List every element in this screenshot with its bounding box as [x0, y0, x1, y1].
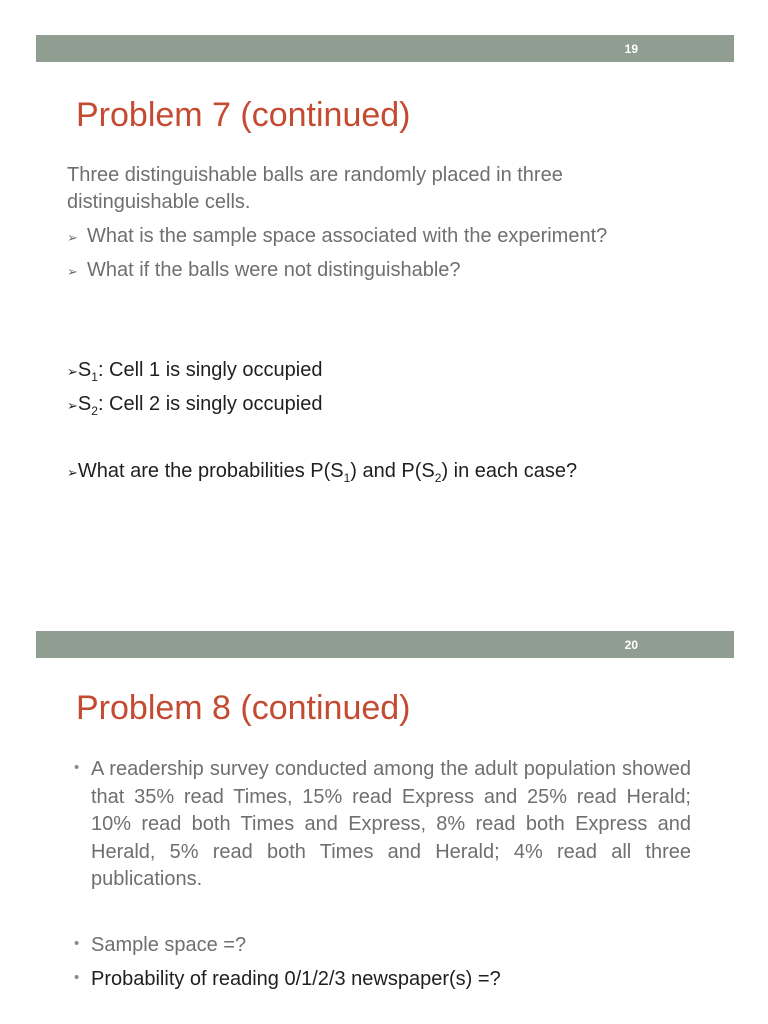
probability-question: ➢What are the probabilities $P(S_1)$ and $P(S_2)$ in each case?: [67, 460, 578, 485]
arrow-bullet-icon: ➢: [67, 364, 78, 379]
bullet-not-distinguishable-question: [67, 257, 461, 285]
slide-header-bar: [36, 35, 734, 62]
page-number: 19: [624, 42, 638, 56]
page-number: 20: [624, 638, 638, 652]
arrow-bullet-icon: ➢: [67, 264, 78, 279]
bullet-text: What is the sample space associated with the experiment?: [87, 225, 608, 247]
arrow-bullet-icon: ➢: [67, 398, 78, 413]
intro-line-1: Three distinguishable balls are randomly placed in three: [67, 164, 563, 186]
event-s2: $➢S_2$: Cell 2 is singly occupied: [67, 393, 323, 418]
bullet-sample-space-question: [67, 223, 607, 251]
newspaper-probability-question: Probability of reading 0/1/2/3 newspaper(s) =?: [91, 968, 501, 990]
arrow-bullet-icon: ➢: [67, 230, 78, 245]
bullet-dot-icon: •: [74, 969, 80, 986]
arrow-bullet-icon: ➢: [67, 465, 78, 480]
bullet-dot-icon: •: [74, 759, 80, 776]
slide-title: Problem 7 (continued): [76, 96, 411, 134]
slide-header-bar: [36, 631, 734, 658]
sample-space-question: Sample space =?: [91, 934, 247, 956]
event-s1: $➢S_1$: Cell 1 is singly occupied: [67, 359, 323, 384]
slide-title: Problem 8 (continued): [76, 689, 411, 727]
intro-line-2: distinguishable cells.: [67, 191, 251, 213]
survey-paragraph: A readership survey conducted among the adult population showed that 35% read Times, 15% read Express and 25% read Herald; 10% read both Times and Express, 8% read both Express and Herald, 5% read both Times and Herald; 4% read all three publications.: [91, 758, 691, 891]
slide-20: [0, 596, 768, 1024]
bullet-text: What if the balls were not distinguishable?: [87, 259, 461, 281]
bullet-dot-icon: •: [74, 935, 80, 952]
